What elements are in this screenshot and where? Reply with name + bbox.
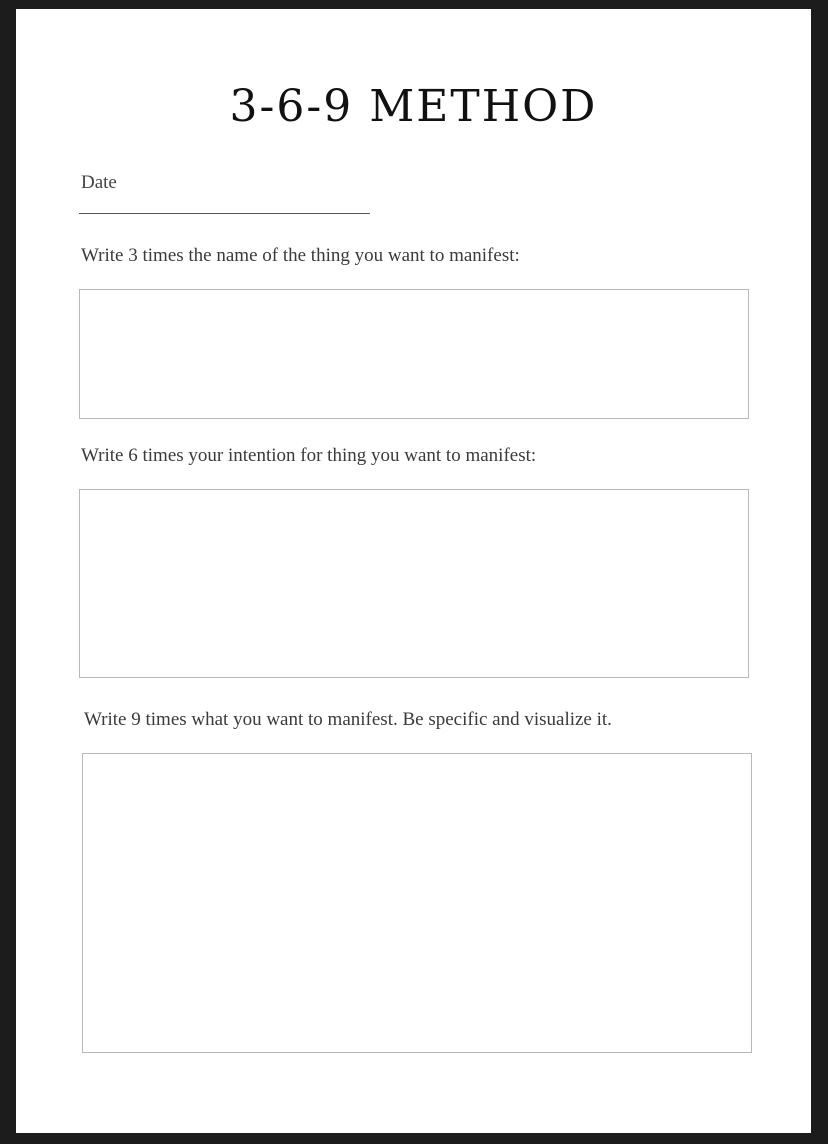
writing-box-3-times[interactable]: [79, 289, 749, 419]
date-line[interactable]: [79, 213, 370, 214]
page-title: 3-6-9 METHOD: [229, 81, 598, 132]
prompt-9-times: Write 9 times what you want to manifest. Be specific and visualize it.: [84, 709, 612, 730]
writing-box-6-times[interactable]: [79, 489, 749, 678]
prompt-3-times: Write 3 times the name of the thing you want to manifest:: [81, 245, 520, 266]
worksheet-page: [16, 9, 811, 1133]
prompt-6-times: Write 6 times your intention for thing you want to manifest:: [81, 445, 537, 466]
date-label: Date: [81, 172, 117, 193]
writing-box-9-times[interactable]: [82, 753, 752, 1053]
